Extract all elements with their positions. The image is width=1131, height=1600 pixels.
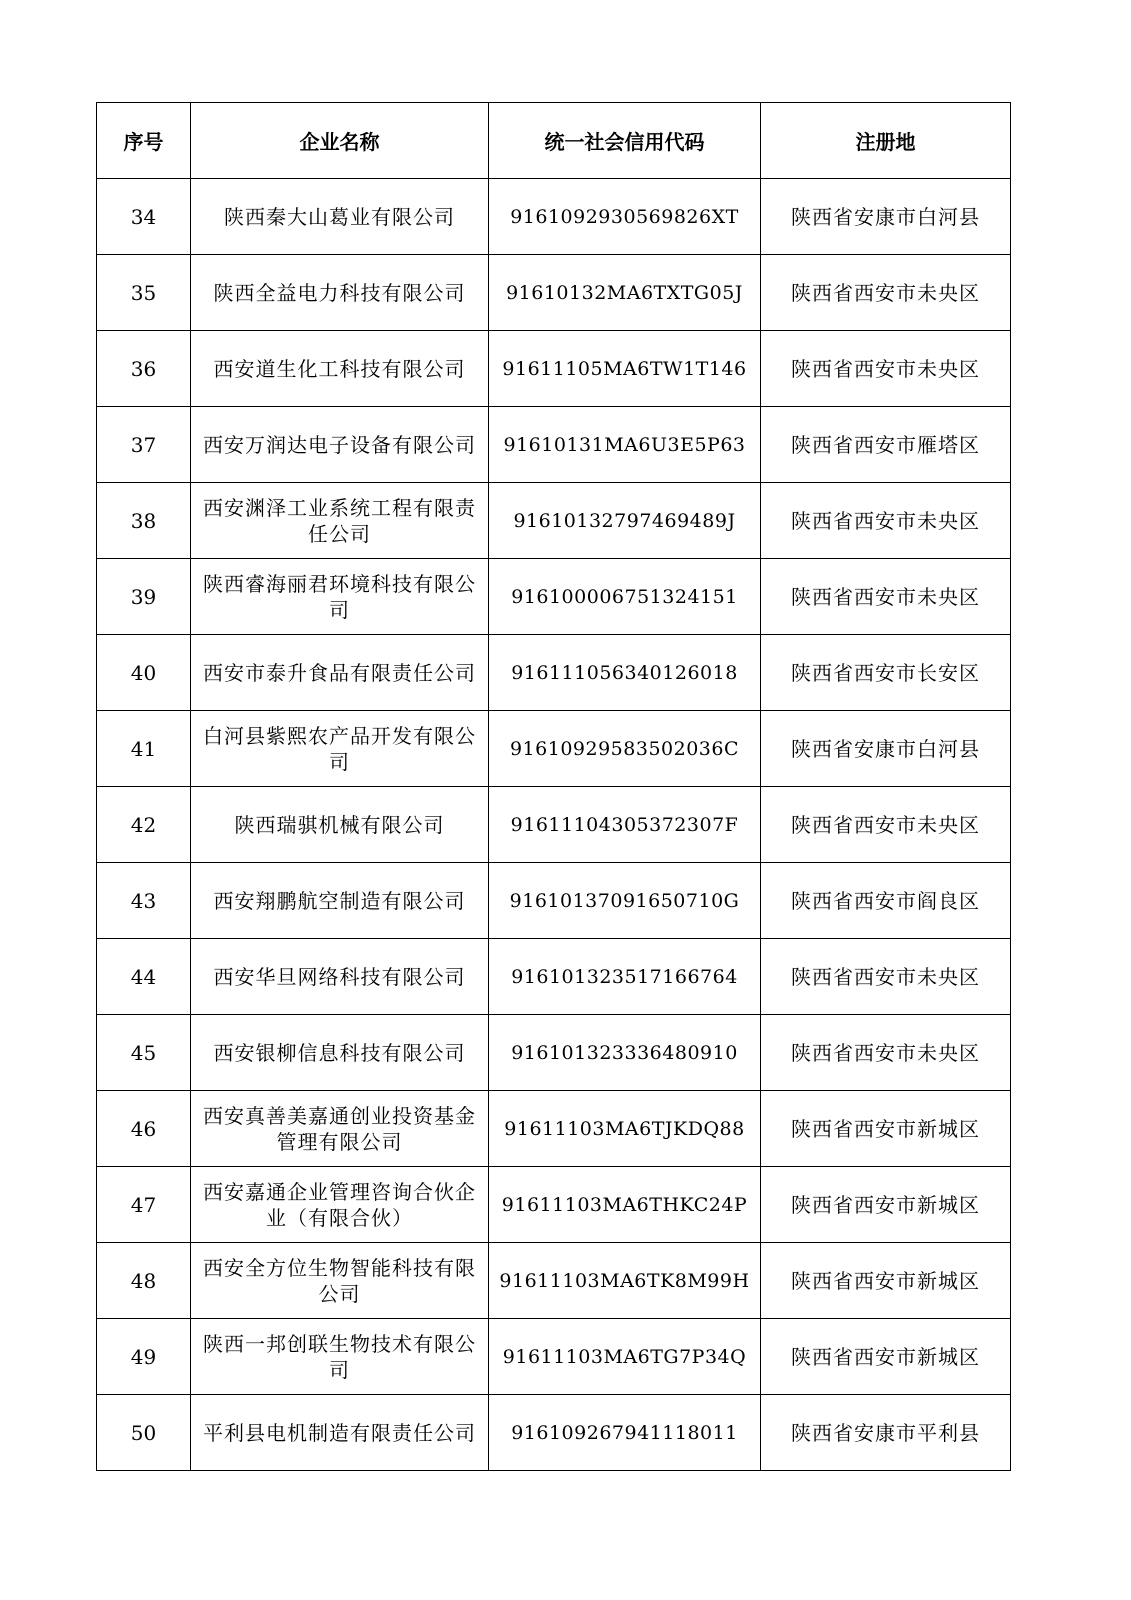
cell-company-name: 西安渊泽工业系统工程有限责任公司 <box>191 483 489 559</box>
cell-credit-code: 91611105MA6TW1T146 <box>489 331 761 407</box>
cell-company-name: 西安道生化工科技有限公司 <box>191 331 489 407</box>
cell-location: 陕西省安康市白河县 <box>761 179 1011 255</box>
cell-credit-code: 91611103MA6THKC24P <box>489 1167 761 1243</box>
cell-credit-code: 91610132797469489J <box>489 483 761 559</box>
cell-company-name: 西安嘉通企业管理咨询合伙企业（有限合伙） <box>191 1167 489 1243</box>
cell-location: 陕西省西安市新城区 <box>761 1091 1011 1167</box>
cell-seq: 35 <box>97 255 191 331</box>
cell-company-name: 西安万润达电子设备有限公司 <box>191 407 489 483</box>
table-row <box>97 483 1011 559</box>
table-body <box>97 179 1011 1471</box>
header-name: 企业名称 <box>191 103 489 179</box>
cell-seq: 34 <box>97 179 191 255</box>
cell-location: 陕西省西安市未央区 <box>761 1015 1011 1091</box>
cell-credit-code: 91611103MA6TJKDQ88 <box>489 1091 761 1167</box>
cell-credit-code: 91610132MA6TXTG05J <box>489 255 761 331</box>
cell-seq: 40 <box>97 635 191 711</box>
cell-company-name: 西安市泰升食品有限责任公司 <box>191 635 489 711</box>
cell-seq: 37 <box>97 407 191 483</box>
table-row <box>97 635 1011 711</box>
cell-seq: 48 <box>97 1243 191 1319</box>
cell-location: 陕西省安康市平利县 <box>761 1395 1011 1471</box>
table-row <box>97 255 1011 331</box>
cell-credit-code: 91611103MA6TK8M99H <box>489 1243 761 1319</box>
table-row <box>97 331 1011 407</box>
cell-seq: 38 <box>97 483 191 559</box>
cell-location: 陕西省西安市未央区 <box>761 483 1011 559</box>
table-row <box>97 1243 1011 1319</box>
cell-location: 陕西省西安市长安区 <box>761 635 1011 711</box>
enterprise-table <box>96 102 1011 1471</box>
header-location: 注册地 <box>761 103 1011 179</box>
cell-company-name: 西安全方位生物智能科技有限公司 <box>191 1243 489 1319</box>
cell-credit-code: 91610929583502036C <box>489 711 761 787</box>
cell-company-name: 陕西秦大山葛业有限公司 <box>191 179 489 255</box>
cell-company-name: 西安真善美嘉通创业投资基金管理有限公司 <box>191 1091 489 1167</box>
table-row <box>97 1167 1011 1243</box>
cell-seq: 39 <box>97 559 191 635</box>
cell-location: 陕西省西安市雁塔区 <box>761 407 1011 483</box>
header-code: 统一社会信用代码 <box>489 103 761 179</box>
cell-credit-code: 916111056340126018 <box>489 635 761 711</box>
table-row <box>97 1091 1011 1167</box>
cell-location: 陕西省西安市新城区 <box>761 1243 1011 1319</box>
cell-company-name: 陕西瑞骐机械有限公司 <box>191 787 489 863</box>
cell-credit-code: 9161092930569826XT <box>489 179 761 255</box>
cell-company-name: 西安银柳信息科技有限公司 <box>191 1015 489 1091</box>
cell-seq: 41 <box>97 711 191 787</box>
cell-credit-code: 916109267941118011 <box>489 1395 761 1471</box>
cell-credit-code: 916100006751324151 <box>489 559 761 635</box>
cell-credit-code: 91611104305372307F <box>489 787 761 863</box>
cell-seq: 44 <box>97 939 191 1015</box>
cell-company-name: 陕西一邦创联生物技术有限公司 <box>191 1319 489 1395</box>
cell-seq: 36 <box>97 331 191 407</box>
cell-credit-code: 91610137091650710G <box>489 863 761 939</box>
table-row <box>97 407 1011 483</box>
cell-location: 陕西省安康市白河县 <box>761 711 1011 787</box>
table-row <box>97 711 1011 787</box>
cell-credit-code: 916101323517166764 <box>489 939 761 1015</box>
table-row <box>97 559 1011 635</box>
cell-seq: 50 <box>97 1395 191 1471</box>
cell-seq: 42 <box>97 787 191 863</box>
cell-credit-code: 916101323336480910 <box>489 1015 761 1091</box>
cell-location: 陕西省西安市未央区 <box>761 939 1011 1015</box>
table-row <box>97 939 1011 1015</box>
cell-location: 陕西省西安市未央区 <box>761 331 1011 407</box>
table-row <box>97 863 1011 939</box>
cell-credit-code: 91610131MA6U3E5P63 <box>489 407 761 483</box>
cell-credit-code: 91611103MA6TG7P34Q <box>489 1319 761 1395</box>
table-row <box>97 787 1011 863</box>
cell-company-name: 陕西睿海丽君环境科技有限公司 <box>191 559 489 635</box>
cell-location: 陕西省西安市未央区 <box>761 559 1011 635</box>
table-row <box>97 1395 1011 1471</box>
cell-company-name: 西安翔鹏航空制造有限公司 <box>191 863 489 939</box>
cell-seq: 49 <box>97 1319 191 1395</box>
cell-location: 陕西省西安市新城区 <box>761 1167 1011 1243</box>
table-header-row <box>97 103 1011 179</box>
table-row <box>97 1015 1011 1091</box>
cell-company-name: 白河县紫熙农产品开发有限公司 <box>191 711 489 787</box>
cell-company-name: 陕西全益电力科技有限公司 <box>191 255 489 331</box>
table-row <box>97 179 1011 255</box>
cell-company-name: 西安华旦网络科技有限公司 <box>191 939 489 1015</box>
cell-seq: 45 <box>97 1015 191 1091</box>
cell-seq: 43 <box>97 863 191 939</box>
cell-seq: 46 <box>97 1091 191 1167</box>
cell-location: 陕西省西安市未央区 <box>761 787 1011 863</box>
table-row <box>97 1319 1011 1395</box>
cell-seq: 47 <box>97 1167 191 1243</box>
cell-location: 陕西省西安市阎良区 <box>761 863 1011 939</box>
cell-company-name: 平利县电机制造有限责任公司 <box>191 1395 489 1471</box>
cell-location: 陕西省西安市未央区 <box>761 255 1011 331</box>
header-seq: 序号 <box>97 103 191 179</box>
cell-location: 陕西省西安市新城区 <box>761 1319 1011 1395</box>
